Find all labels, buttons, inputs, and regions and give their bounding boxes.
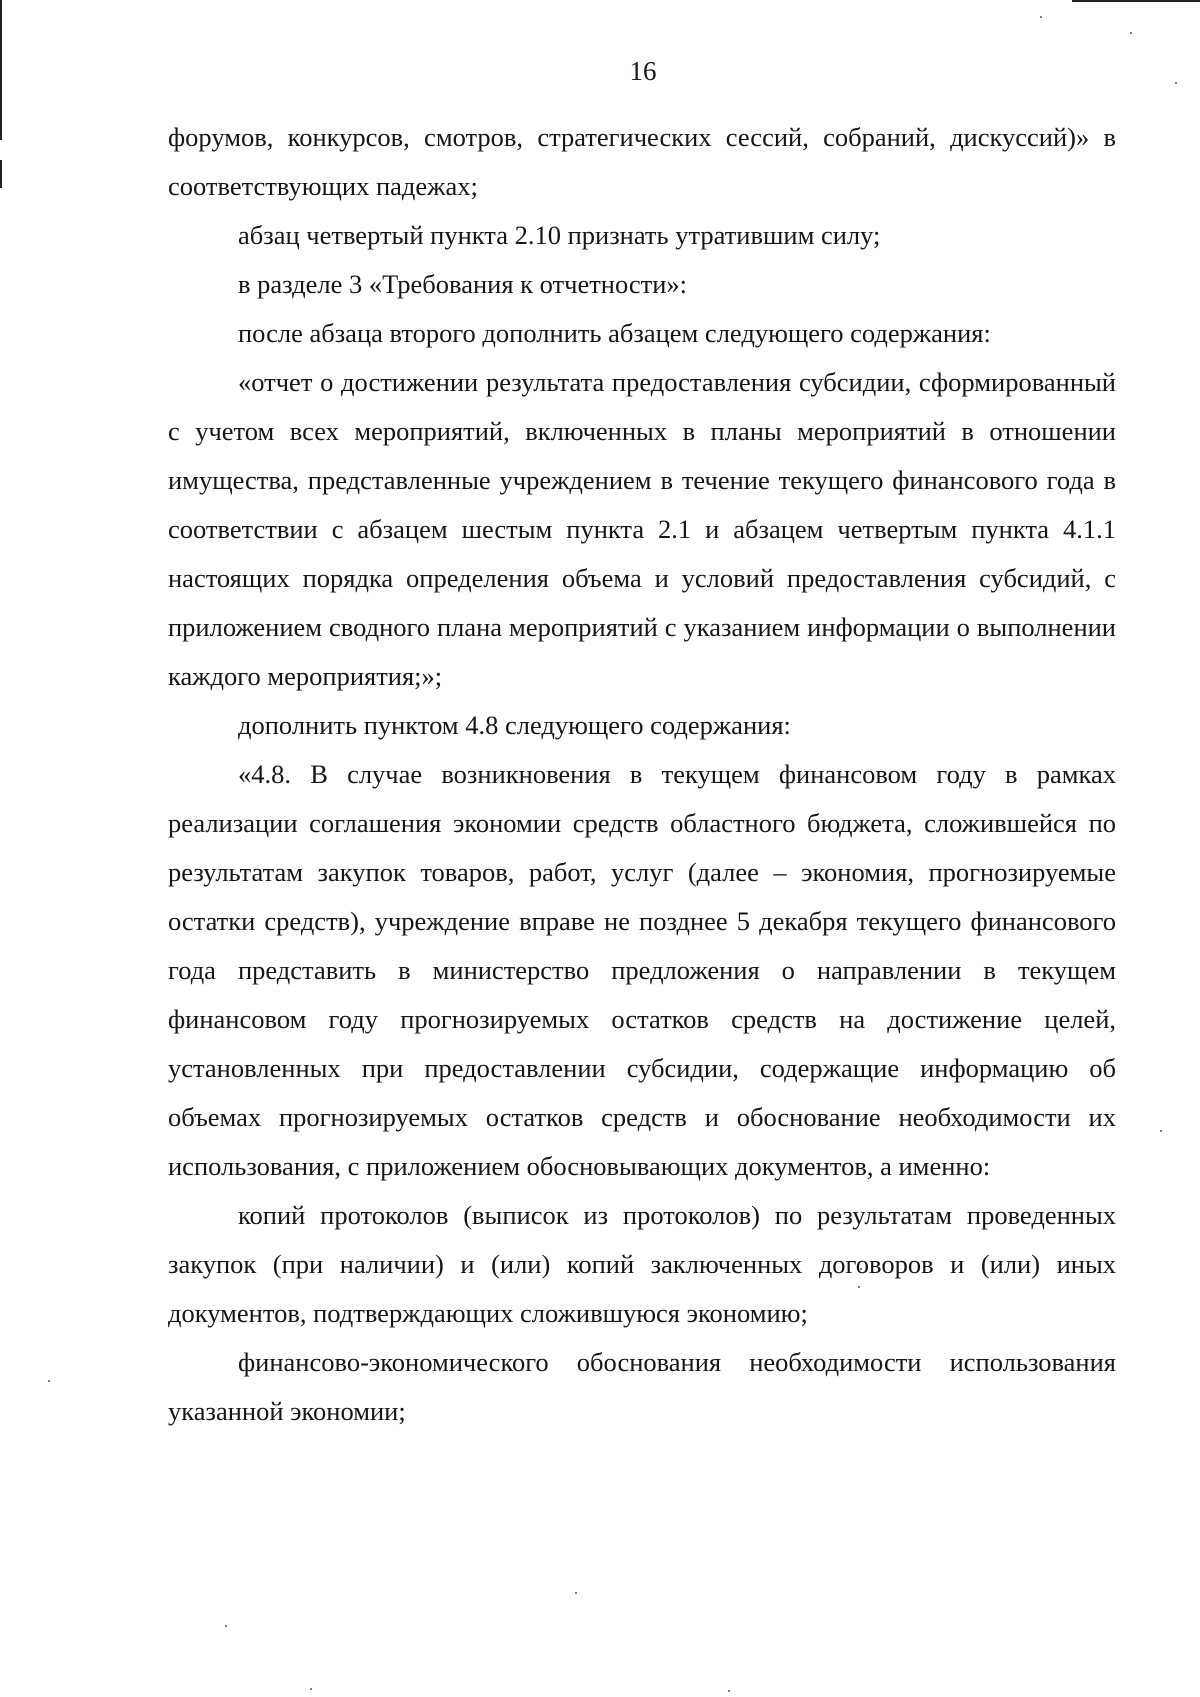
document-body <box>168 113 1116 1436</box>
scan-speck <box>1040 16 1042 18</box>
scan-edge-mark-left-lower <box>0 160 2 188</box>
scan-speck <box>1160 1130 1162 1132</box>
paragraph: в разделе 3 «Требования к отчетности»: <box>238 269 688 299</box>
scan-speck <box>728 1690 730 1692</box>
scan-speck <box>48 1380 50 1382</box>
paragraph: после абзаца второго дополнить абзацем следующего содержания: <box>238 318 991 348</box>
scan-edge-mark-top-right <box>1072 0 1200 2</box>
paragraph: дополнить пунктом 4.8 следующего содержания: <box>238 710 791 740</box>
page-number: 16 <box>629 56 657 86</box>
scan-speck <box>575 1592 577 1594</box>
scan-speck <box>1130 32 1132 34</box>
scan-speck <box>310 1688 312 1690</box>
paragraph: копий протоколов (выписок из протоколов) по результатам проведенных закупок (при наличии) и (или) копий заключенных договоров и (или) иных документов, подтверждающих сложившуюся экономию; <box>168 1200 1116 1328</box>
paragraph: «отчет о достижении результата предоставления субсидии, сформированный с учетом всех мероприятий, включенных в планы мероприятий в отношении имущества, представленные учреждением в течение текущего финансового года в соответствии с абзацем шестым пункта 2.1 и абзацем четвертым пункта 4.1.1 настоящих порядка определения объема и условий предоставления субсидий, с приложением сводного плана мероприятий с указанием информации о выполнении каждого мероприятия;»; <box>168 367 1116 691</box>
paragraph: «4.8. В случае возникновения в текущем финансовом году в рамках реализации соглашения экономии средств областного бюджета, сложившейся по результатам закупок товаров, работ, услуг (далее – экономия, прогнозируемые остатки средств), учреждение вправе не позднее 5 декабря текущего финансового года представить в министерство предложения о направлении в текущем финансовом году прогнозируемых остатков средств на достижение целей, установленных при предоставлении субсидии, содержащие информацию об объемах прогнозируемых остатков средств и обоснование необходимости их использования, с приложением обосновывающих документов, а именно: <box>168 759 1116 1181</box>
paragraph: абзац четвертый пункта 2.10 признать утратившим силу; <box>238 220 881 250</box>
paragraph: финансово-экономического обоснования необходимости использования указанной экономии; <box>168 1347 1116 1426</box>
scan-speck <box>225 1625 227 1627</box>
paragraph: форумов, конкурсов, смотров, стратегических сессий, собраний, дискуссий)» в соответствующих падежах; <box>168 122 1116 201</box>
